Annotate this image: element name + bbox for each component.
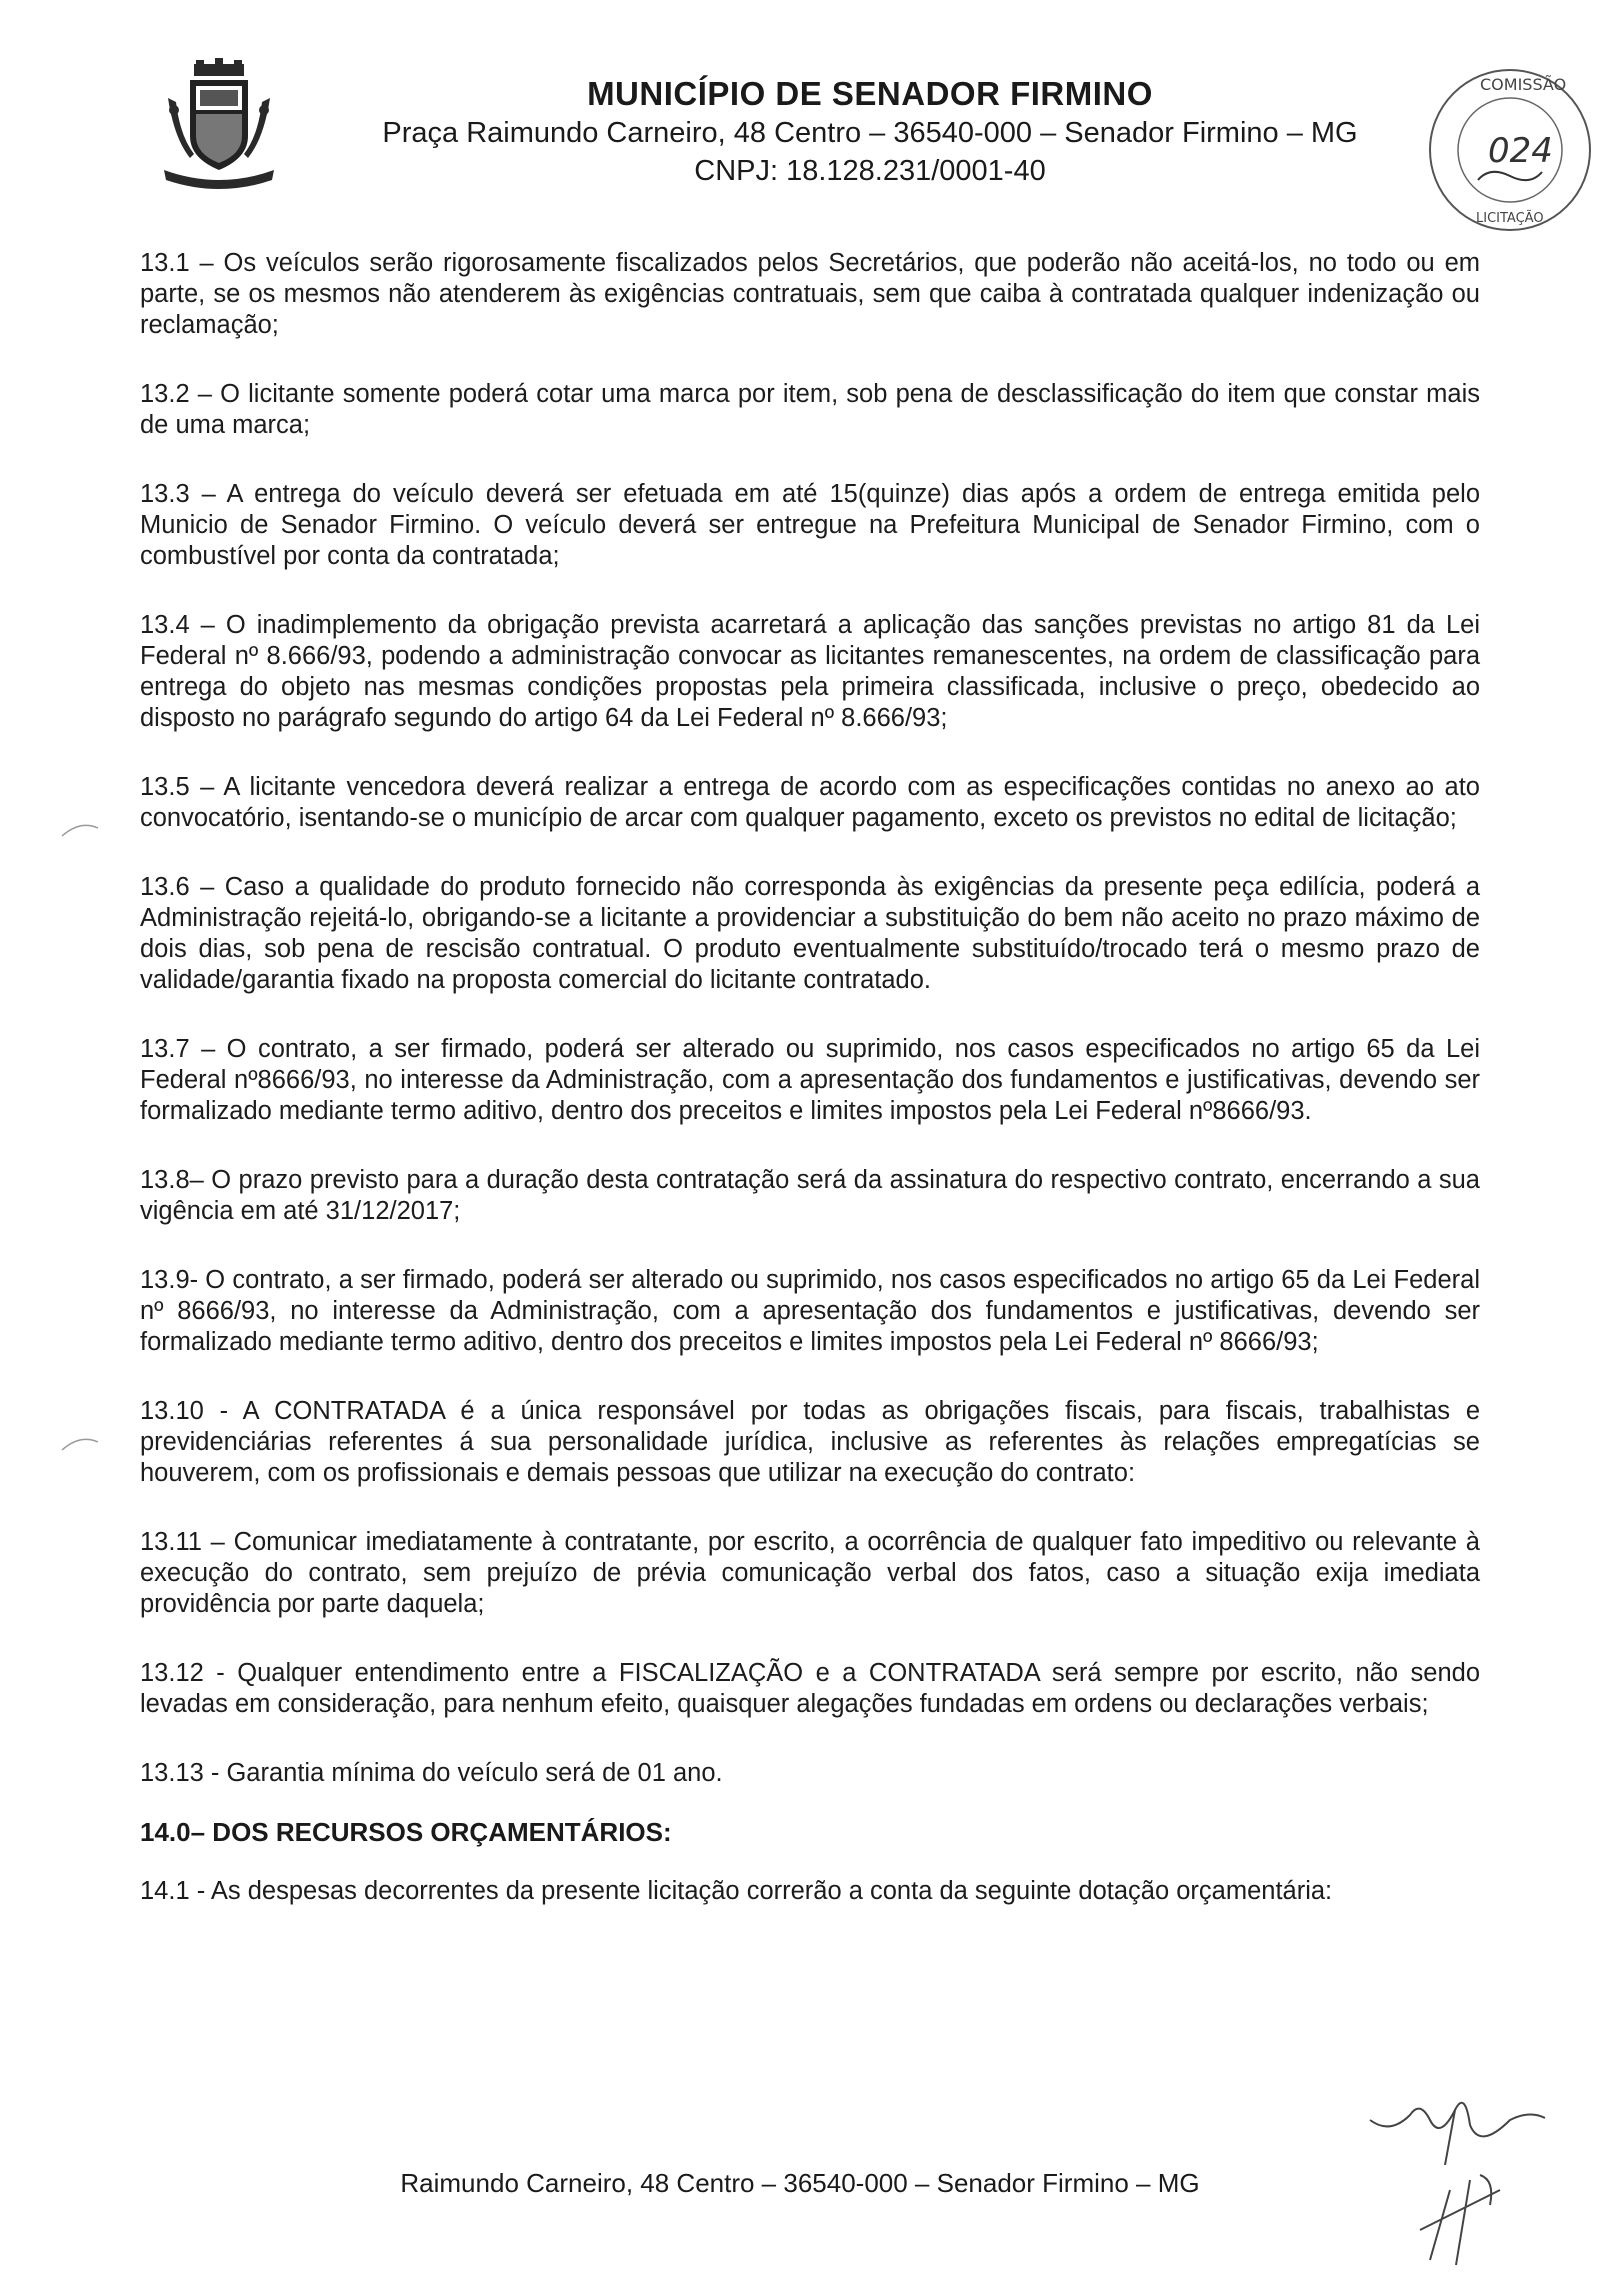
coat-of-arms-icon (160, 58, 278, 196)
clause-13-7: 13.7 – O contrato, a ser firmado, poderá ser alterado ou suprimido, nos casos especificados no artigo 65 da Lei Federal nº8666/93, no interesse da Administração, com a apresentação dos fundamentos e justificativas, devendo ser formalizado mediante termo aditivo, dentro dos preceitos e limites impostos pela Lei Federal nº8666/93. (140, 1035, 1480, 1125)
letterhead (380, 74, 1360, 190)
clause-13-4: 13.4 – O inadimplemento da obrigação prevista acarretará a aplicação das sanções previstas no artigo 81 da Lei Federal nº 8.666/93, podendo a administração convocar as licitantes remanescentes, na ordem de classificação para entrega do objeto nas mesmas condições propostas pela primeira classificada, inclusive o preço, obedecido ao disposto no parágrafo segundo do artigo 64 da Lei Federal nº 8.666/93; (140, 611, 1480, 732)
municipality-address: Praça Raimundo Carneiro, 48 Centro – 36540-000 – Senador Firmino – MG (382, 117, 1358, 149)
margin-mark-icon (60, 1434, 100, 1452)
stamp-top-text: COMISSÃO (1480, 75, 1567, 94)
clause-13-13: 13.13 - Garantia mínima do veículo será de 01 ano. (140, 1759, 723, 1787)
page-footer: Raimundo Carneiro, 48 Centro – 36540-000 – Senador Firmino – MG (400, 2168, 1200, 2198)
clause-13-8: 13.8– O prazo previsto para a duração desta contratação será da assinatura do respectivo contrato, encerrando a sua vigência em até 31/12/2017; (140, 1166, 1480, 1225)
margin-mark-icon (60, 820, 100, 838)
document-body (140, 248, 1480, 1945)
stamp-bottom-text: LICITAÇÃO (1476, 211, 1544, 226)
clause-13-10: 13.10 - A CONTRATADA é a única responsável por todas as obrigações fiscais, para fiscais, trabalhistas e previdenciárias referentes á sua personalidade jurídica, inclusive as referentes às relações empregatícias se houverem, com os profissionais e demais pessoas que utilizar na execução do contrato: (140, 1397, 1480, 1487)
municipality-title: MUNICÍPIO DE SENADOR FIRMINO (587, 75, 1153, 112)
clause-13-5: 13.5 – A licitante vencedora deverá realizar a entrega de acordo com as especificações contidas no anexo ao ato convocatório, isentando-se o município de arcar com qualquer pagamento, exceto os previstos no edital de licitação; (140, 773, 1480, 832)
clause-13-12: 13.12 - Qualquer entendimento entre a FISCALIZAÇÃO e a CONTRATADA será sempre por escrito, não sendo levadas em consideração, para nenhum efeito, quaisquer alegações fundadas em ordens ou declarações verbais; (140, 1659, 1480, 1718)
clause-13-3: 13.3 – A entrega do veículo deverá ser efetuada em até 15(quinze) dias após a ordem de entrega emitida pelo Municio de Senador Firmino. O veículo deverá ser entregue na Prefeitura Municipal de Senador Firmino, com o combustível por conta da contratada; (140, 480, 1480, 570)
clause-13-9: 13.9- O contrato, a ser firmado, poderá ser alterado ou suprimido, nos casos especificados no artigo 65 da Lei Federal nº 8666/93, no interesse da Administração, com a apresentação dos fundamentos e justificativas, devendo ser formalizado mediante termo aditivo, dentro dos preceitos e limites impostos pela Lei Federal nº 8666/93; (140, 1266, 1480, 1356)
municipality-cnpj: CNPJ: 18.128.231/0001-40 (694, 155, 1046, 187)
clause-14-1: 14.1 - As despesas decorrentes da presente licitação correrão a conta da seguinte dotação orçamentária: (140, 1877, 1333, 1905)
clause-13-2: 13.2 – O licitante somente poderá cotar uma marca por item, sob pena de desclassificação do item que constar mais de uma marca; (140, 380, 1480, 439)
section-title: 14.0– DOS RECURSOS ORÇAMENTÁRIOS: (140, 1817, 672, 1847)
clause-13-1: 13.1 – Os veículos serão rigorosamente fiscalizados pelos Secretários, que poderão não aceitá-los, no todo ou em parte, se os mesmos não atenderem às exigências contratuais, sem que caiba à contratada qualquer indenização ou reclamação; (140, 249, 1480, 339)
clause-13-6: 13.6 – Caso a qualidade do produto fornecido não corresponda às exigências da presente peça edilícia, poderá a Administração rejeitá-lo, obrigando-se a licitante a providenciar a substituição do bem não aceito no prazo máximo de dois dias, sob pena de rescisão contratual. O produto eventualmente substituído/trocado terá o mesmo prazo de validade/garantia fixado na proposta comercial do licitante contratado. (140, 873, 1480, 994)
clause-13-11: 13.11 – Comunicar imediatamente à contratante, por escrito, a ocorrência de qualquer fato impeditivo ou relevante à execução do contrato, sem prejuízo de prévia comunicação verbal dos fatos, caso a situação exija imediata providência por parte daquela; (140, 1528, 1480, 1618)
commission-stamp (1420, 60, 1600, 240)
stamp-number: 024 (1488, 131, 1553, 171)
